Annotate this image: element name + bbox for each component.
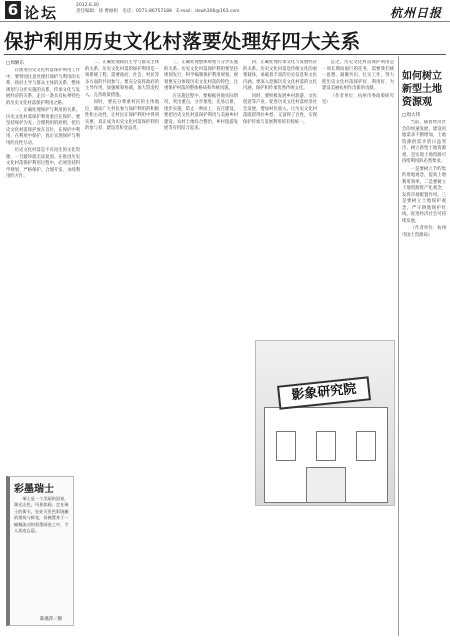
page-number: 6 xyxy=(5,1,21,19)
section-name: 论坛 xyxy=(24,4,59,22)
article-column-3 xyxy=(164,60,238,632)
sidebar-byline: □周大伟 xyxy=(402,113,421,118)
paragraph: 一是要树立节约集约用地观念，提高土地利用效率。二是要树立土地资源资产化观念，发挥市场配置作用。三是要树立土地保护观念，严守耕地保护红线，促进经济社会可持续发展。 xyxy=(402,166,446,224)
paragraph: 一、正确处理保护与利用的关系。历史文化村落保护利用重点在保护。要坚持保护为先、合理利用的原则，把历史文化村落保护放在首位，在保护中利用，在利用中保护，真正实现保护与利用的良性互动。 xyxy=(6,108,80,146)
article-column-2 xyxy=(85,60,159,632)
headline-divider xyxy=(4,54,446,55)
paragraph: 在实施过程中，要根据各地实际情况，突出重点，分步推进，先易后难，逐步实施，防止一哄而上、盲目建设。要把历史文化村落保护利用与美丽乡村建设、农村土地综合整治、乡村旅游发展等有机结合起来。 xyxy=(164,93,238,131)
paper-name: 杭州日报 xyxy=(389,6,442,20)
entrance xyxy=(306,467,346,503)
paragraph: 在推进历史文化村落保护利用工作中，要特别注意处理好保护与利用的关系、政府主导与群众主体的关系、整体规划与分步实施的关系、传承文化与发展经济的关系，走出一条具有杭州特色的历史文化村落保护利用之路。 xyxy=(6,68,80,106)
article-column-5 xyxy=(322,60,394,336)
feature-box-title: 彩墨瑞士 xyxy=(14,484,54,495)
article-photo xyxy=(255,340,395,506)
paragraph: 四、正确处理传承文化与发展经济的关系。历史文化村落是传统文化的重要载体，承载着丰富的历史信息和文化内涵。要深入挖掘历史文化村落的文化内涵，保护和传承优秀传统文化。 xyxy=(243,60,317,91)
main-headline: 保护利用历史文化村落要处理好四大关系 xyxy=(4,30,361,53)
paragraph: 同时，要积极发展乡村旅游、文化创意等产业，促进历史文化村落经济社会发展，增加村民收入，让历史文化村落既留得住乡愁，又富得了百姓，实现保护传承与发展利用的有机统一。 xyxy=(243,93,317,125)
column-divider xyxy=(398,56,399,636)
article-column-1 xyxy=(6,68,80,470)
building-sign: 影象研究院 xyxy=(277,376,371,409)
feature-box-author: 陈燕萍／摄 xyxy=(40,617,62,622)
paragraph: 瑞士是一个美丽的国家，湖光山色，风景如画。走在瑞士的街头，处处可见色彩斑斓的建筑与鲜花，仿佛置身于一幅幅流动的彩墨画卷之中，令人流连忘返。 xyxy=(14,496,69,534)
window xyxy=(316,431,336,461)
sidebar-article xyxy=(402,120,446,632)
issue-date: 2012.6.30 xyxy=(76,3,99,8)
masthead xyxy=(0,0,450,22)
window xyxy=(276,431,296,461)
window xyxy=(356,431,376,461)
paragraph: （作者单位：杭州市国土资源局） xyxy=(402,226,446,238)
editor-line: 责任编辑：徐 曹丽娟 电话：0571-86757188 E-mail：dswh306@163.com xyxy=(76,9,240,14)
paragraph: 历史文化村落是不可再生的文化资源，一旦破坏就无法复原。在推进历史文化村落保护利用过程中，必须坚持科学规划、严格保护、合理开发、永续利用的方针。 xyxy=(6,148,80,179)
paragraph: 二、正确处理政府主导与群众主体的关系。历史文化村落的保护利用是一项系统工程，需要政府、社会、村民等多方面的共同参与。要充分发挥政府的主导作用，加强统筹协调，加大资金投入，完善政策措施。 xyxy=(85,60,159,98)
article-byline: □周姬东 xyxy=(6,61,25,66)
paragraph: 同时，要充分尊重村民的主体地位，调动广大村民参与保护利用的积极性和主动性，让村民在保护利用中得到实惠，真正成为历史文化村落保护利用的参与者、建设者和受益者。 xyxy=(85,100,159,131)
feature-box-text xyxy=(14,496,70,614)
article-column-4 xyxy=(243,60,317,336)
sidebar-title: 如何树立新型土地资源观 xyxy=(402,71,442,108)
paragraph: 当前，随着经济社会的快速发展，建设用地需求不断增加，土地资源供需矛盾日益突出。树立新型土地资源观，是实现土地资源可持续利用的必然要求。 xyxy=(402,120,446,164)
paragraph: 三、正确处理整体规划与分步实施的关系。历史文化村落保护利用要坚持规划先行，科学编制保护利用规划。规划要充分体现历史文化村落的特色，注重保护村落的整体格局和传统风貌。 xyxy=(164,60,238,91)
paragraph: （作者单位：杭州市委政策研究室） xyxy=(322,93,394,105)
paragraph: 总之，历史文化村落保护利用是一项长期而艰巨的任务，需要我们统一思想、凝聚共识、扎实工作，努力把历史文化村落保护好、利用好，为建设美丽杭州作出新的贡献。 xyxy=(322,60,394,91)
masthead-meta xyxy=(76,3,239,15)
